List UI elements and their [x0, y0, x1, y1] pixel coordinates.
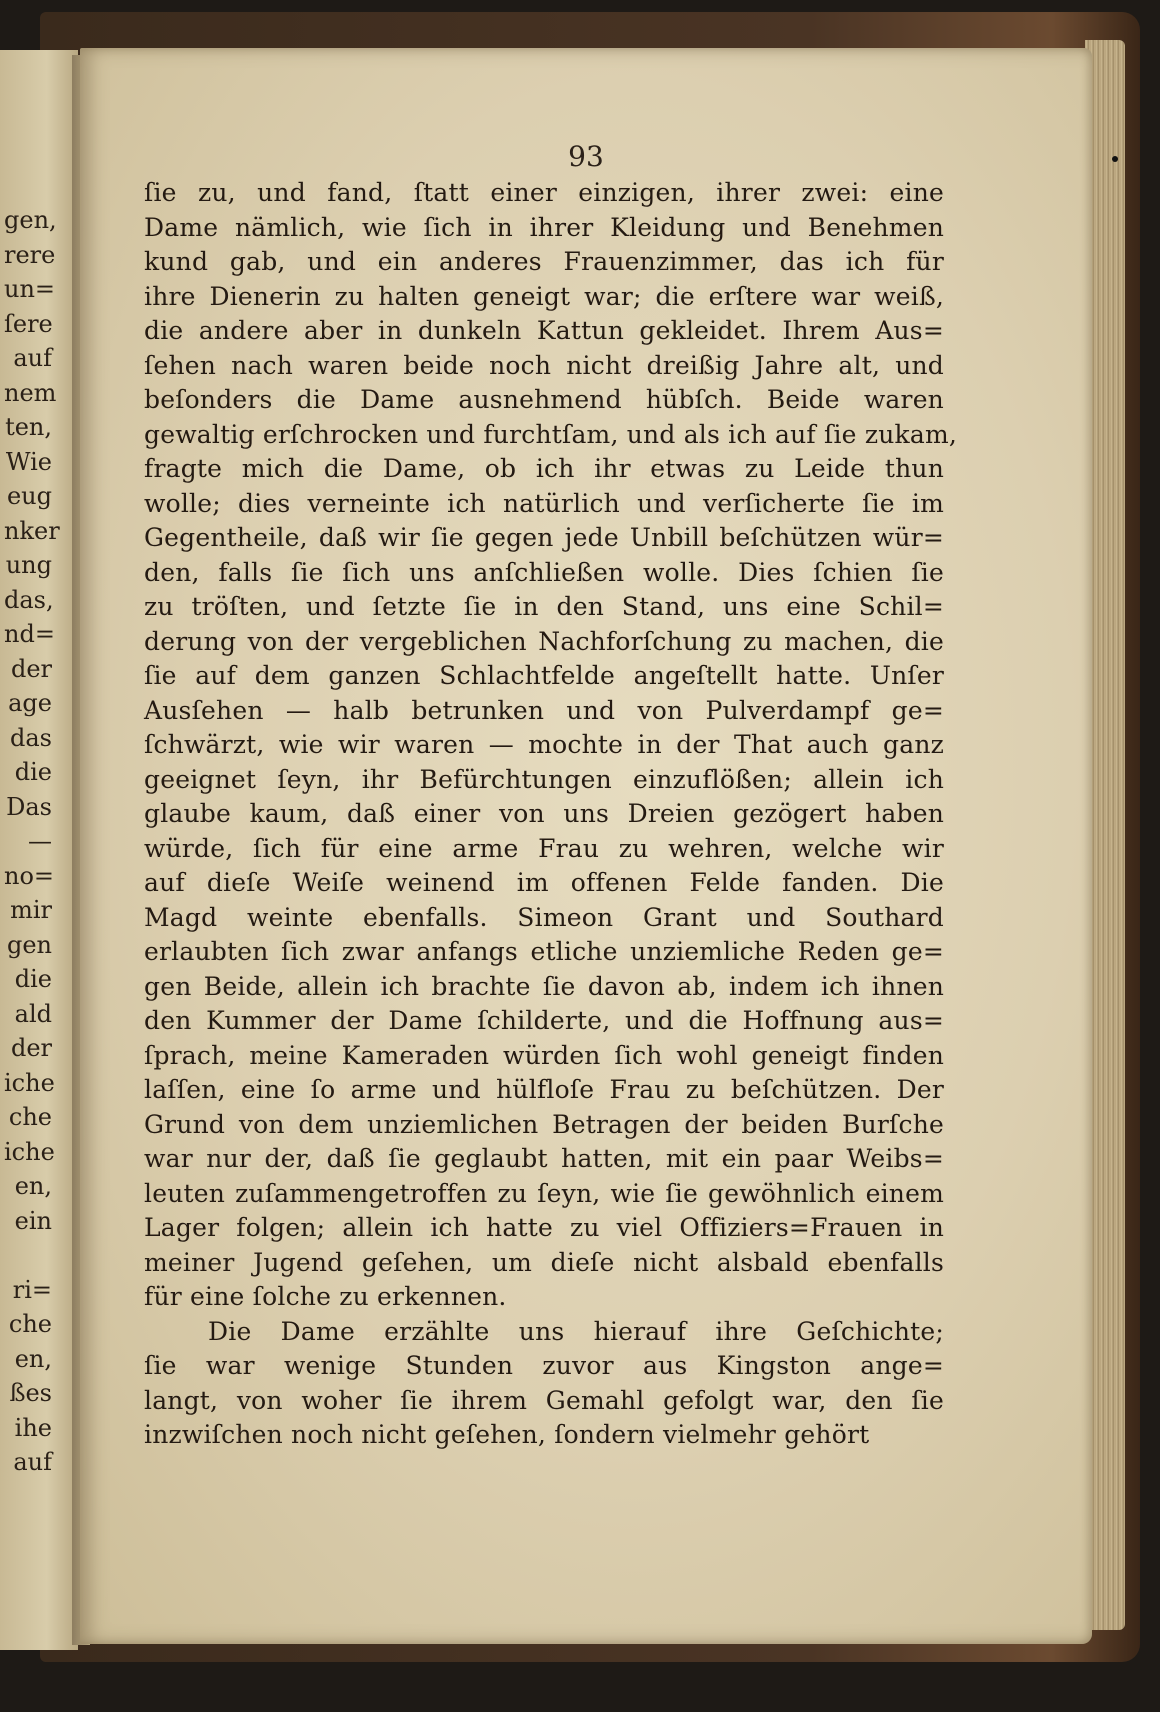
text-line: fragte mich die Dame, ob ich ihr etwas zu Leide thun — [144, 454, 944, 483]
right-page — [80, 48, 1092, 1644]
left-page-fragment: gen — [6, 930, 52, 959]
text-line: gen Beide, allein ich brachte ſie davon ab, indem ich ihnen — [144, 971, 944, 1001]
left-page-fragment: eug — [6, 482, 52, 510]
left-page-text — [4, 203, 60, 1480]
text-line: Dame nämlich, wie ſich in ihrer Kleidung und Benehmen — [144, 212, 944, 242]
left-page-fragment: mir — [10, 896, 52, 924]
text-line: ihre Dienerin zu halten geneigt war; die erſtere war weiß, — [144, 281, 944, 311]
text-line: ſie auf dem ganzen Schlachtfelde angeſtellt hatte. Unſer — [144, 661, 944, 690]
left-facing-page — [0, 50, 78, 1650]
left-page-fragment: no= — [4, 861, 55, 890]
left-page-fragment: iche — [4, 1068, 55, 1097]
left-page-fragment: nker — [4, 516, 60, 545]
left-page-fragment: ihe — [14, 1413, 52, 1442]
text-line: auf dieſe Weiſe weinend im offenen Felde fanden. Die — [144, 868, 944, 897]
left-page-fragment: che — [8, 1310, 52, 1338]
left-page-fragment: un= — [4, 275, 56, 303]
text-line: laſſen, eine ſo arme und hülfloſe Frau zu beſchützen. Der — [144, 1075, 944, 1104]
left-page-fragment: die — [14, 965, 52, 993]
text-line: würde, ſich für eine arme Frau zu wehren, welche wir — [144, 833, 944, 863]
text-line: Die Dame erzählte uns hierauf ihre Geſchichte; — [208, 1316, 944, 1346]
text-line: Gegentheile, daß wir ſie gegen jede Unbill beſchützen wür= — [144, 523, 944, 552]
body-text — [144, 176, 957, 1453]
left-page-fragment: en, — [14, 1172, 52, 1200]
left-page-fragment: ein — [14, 1206, 52, 1235]
text-line: wolle; dies verneinte ich natürlich und verſicherte ſie im — [144, 488, 944, 518]
left-page-fragment: en, — [14, 1344, 52, 1373]
text-line: glaube kaum, daß einer von uns Dreien gezögert haben — [144, 799, 944, 828]
text-line: ſie war wenige Stunden zuvor aus Kingston ange= — [144, 1351, 944, 1380]
text-line: kund gab, und ein anderes Frauenzimmer, das ich für — [144, 247, 944, 276]
left-page-fragment: che — [8, 1103, 52, 1131]
text-line: inzwiſchen noch nicht geſehen, ſondern vielmehr gehört — [144, 1420, 870, 1449]
left-page-fragment: ſere — [4, 309, 53, 338]
left-page-fragment: das, — [4, 585, 54, 614]
text-line: Magd weinte ebenfalls. Simeon Grant und Southard — [144, 902, 944, 932]
left-page-fragment: ald — [14, 999, 52, 1028]
text-line: ſchwärzt, wie wir waren — mochte in der That auch ganz — [144, 730, 944, 759]
left-page-fragment — [4, 1238, 52, 1273]
text-line: gewaltig erſchrocken und furchtſam, und als ich auf ſie zukam, — [144, 419, 957, 449]
left-page-fragment: gen, — [4, 206, 57, 234]
text-line: leuten zuſammengetroffen zu ſeyn, wie ſie gewöhnlich einem — [144, 1178, 944, 1208]
text-line: ſehen nach waren beide noch nicht dreißig Jahre alt, und — [144, 350, 944, 380]
text-line: ſie zu, und fand, ſtatt einer einzigen, ihrer zwei: eine — [144, 178, 944, 207]
left-page-fragment: Wie — [5, 447, 52, 476]
left-page-fragment: iche — [4, 1137, 55, 1166]
left-page-fragment: age — [8, 689, 52, 717]
left-page-fragment: auf — [13, 344, 52, 372]
left-page-fragment: ßes — [9, 1379, 52, 1407]
text-line: den Kummer der Dame ſchilderte, und die Hoffnung aus= — [144, 1006, 944, 1035]
left-page-fragment: der — [10, 1034, 52, 1062]
text-line: geeignet ſeyn, ihr Befürchtungen einzuflößen; allein ich — [144, 764, 944, 794]
left-page-fragment: der — [10, 654, 52, 683]
text-line: ſprach, meine Kameraden würden ſich wohl geneigt finden — [144, 1040, 944, 1070]
text-line: den, falls ſie ſich uns anſchließen wolle. Dies ſchien ſie — [144, 557, 944, 587]
text-line: Lager folgen; allein ich hatte zu viel Offiziers=Frauen in — [144, 1213, 944, 1242]
left-page-fragment: nem — [4, 378, 57, 407]
left-page-fragment: ung — [5, 551, 52, 579]
text-line: die andere aber in dunkeln Kattun gekleidet. Ihrem Aus= — [144, 316, 944, 345]
left-page-fragment: nd= — [4, 620, 55, 648]
text-line: beſonders die Dame ausnehmend hübſch. Beide waren — [144, 385, 944, 414]
text-line: war nur der, daß ſie geglaubt hatten, mit ein paar Weibs= — [144, 1144, 944, 1173]
left-page-fragment: ten, — [5, 413, 52, 441]
text-line: meiner Jugend geſehen, um dieſe nicht alsbald ebenfalls — [144, 1247, 944, 1277]
left-page-fragment: das — [10, 723, 52, 752]
left-page-fragment: ri= — [12, 1275, 52, 1304]
ink-spot — [1112, 156, 1118, 162]
left-page-fragment: rere — [4, 240, 56, 269]
text-line: derung von der vergeblichen Nachforſchung zu machen, die — [144, 626, 944, 656]
left-page-fragment: die — [14, 758, 52, 786]
text-line: Ausſehen — halb betrunken und von Pulverdampf ge= — [144, 695, 944, 725]
page-number: 93 — [568, 140, 604, 173]
text-line: für eine ſolche zu erkennen. — [144, 1282, 507, 1311]
text-line: zu tröſten, und ſetzte ſie in den Stand, uns eine Schil= — [144, 592, 944, 621]
text-line: Grund von dem unziemlichen Betragen der beiden Burſche — [144, 1109, 944, 1139]
left-page-fragment: auf — [13, 1448, 52, 1476]
left-page-fragment: Das — [6, 792, 52, 821]
text-line: langt, von woher ſie ihrem Gemahl gefolgt war, den ſie — [144, 1385, 944, 1415]
left-page-fragment: — — [28, 827, 52, 855]
text-line: erlaubten ſich zwar anfangs etliche unziemliche Reden ge= — [144, 937, 944, 966]
